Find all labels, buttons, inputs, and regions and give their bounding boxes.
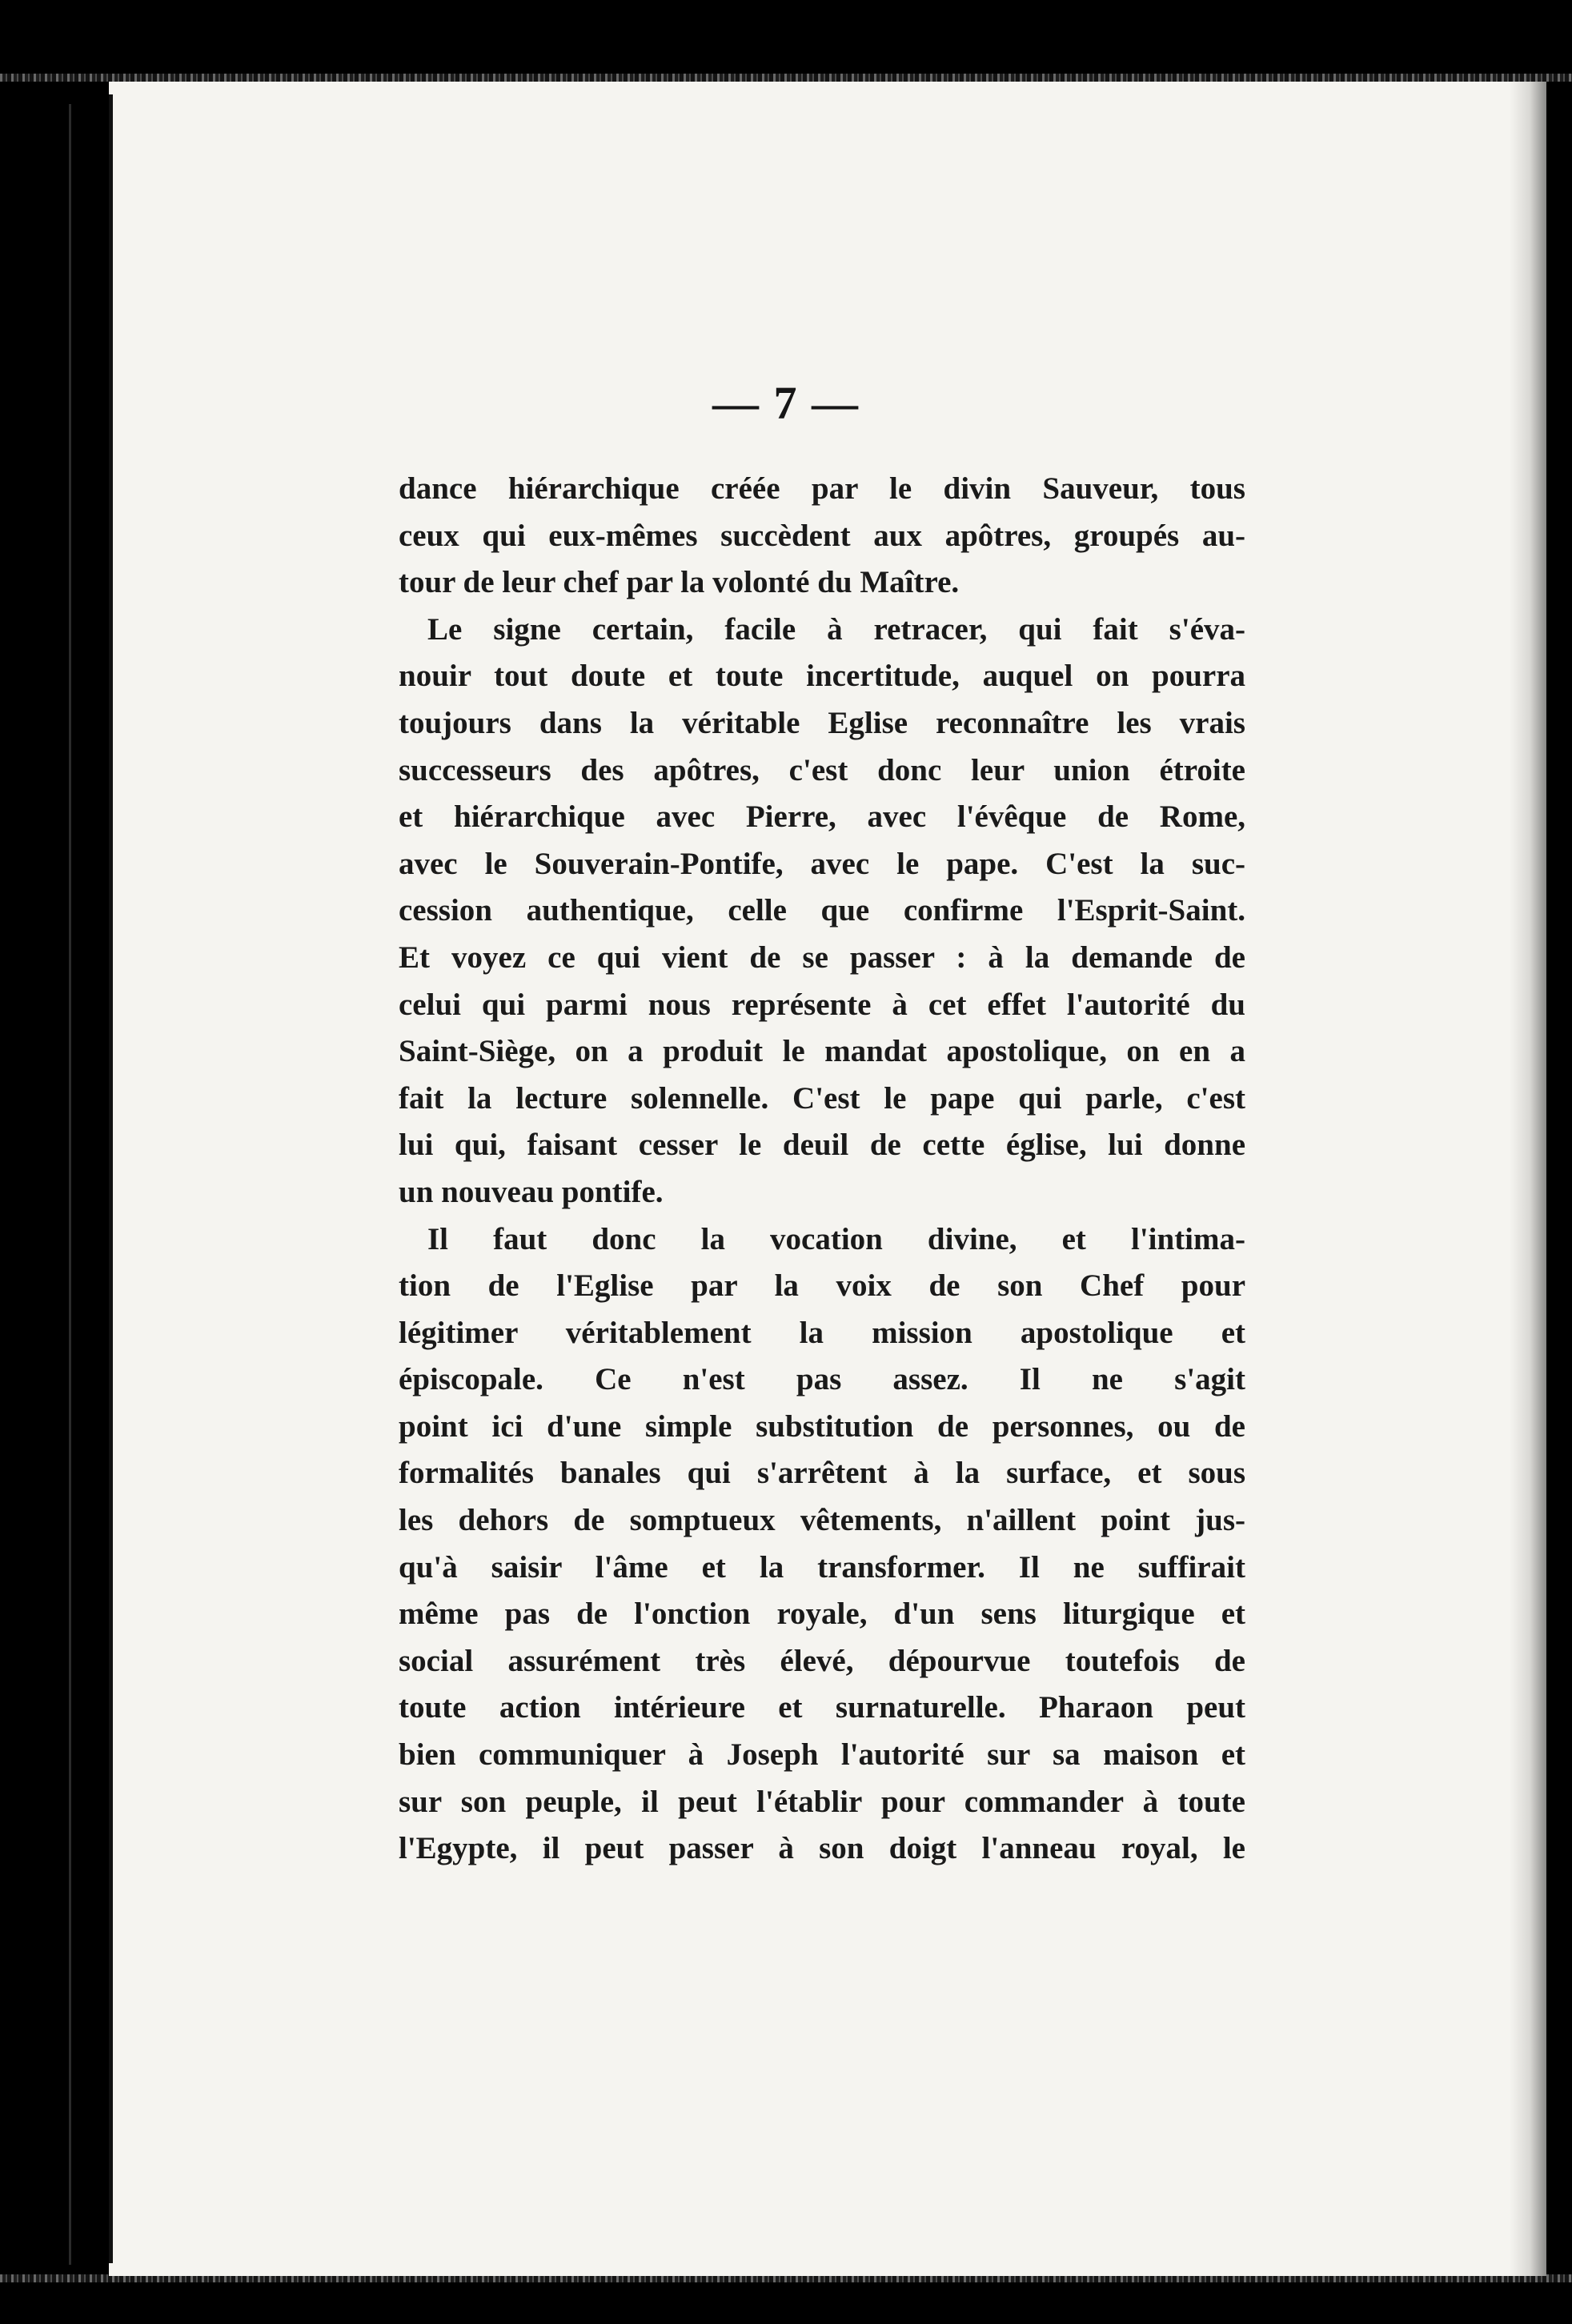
body-text: [399, 466, 1245, 1873]
text-line: ceux qui eux-mêmes succèdent aux apôtres, groupés au-: [399, 518, 1245, 553]
text-line: nouir tout doute et toute incertitude, auquel on pourra: [399, 659, 1245, 694]
text-line: fait la lecture solennelle. C'est le pape qui parle, c'est: [399, 1080, 1245, 1116]
text-line: toujours dans la véritable Eglise reconnaître les vrais: [399, 705, 1245, 740]
text-line: Et voyez ce qui vient de se passer : à la demande de: [399, 940, 1245, 975]
text-line: social assurément très élevé, dépourvue toutefois de: [399, 1643, 1245, 1678]
text-line: tion de l'Eglise par la voix de son Chef pour: [399, 1268, 1245, 1304]
text-line: sur son peuple, il peut l'établir pour commander à toute: [399, 1784, 1245, 1819]
text-line: celui qui parmi nous représente à cet effet l'autorité du: [399, 987, 1245, 1022]
text-line: dance hiérarchique créée par le divin Sauveur, tous: [399, 471, 1245, 506]
page-number: — 7 —: [712, 377, 860, 429]
text-line: successeurs des apôtres, c'est donc leur union étroite: [399, 752, 1245, 787]
text-line: point ici d'une simple substitution de personnes, ou de: [399, 1408, 1245, 1444]
text-line: lui qui, faisant cesser le deuil de cette église, lui donne: [399, 1128, 1245, 1163]
text-line: Saint-Siège, on a produit le mandat apostolique, on en a: [399, 1034, 1245, 1069]
text-line: légitimer véritablement la mission apostolique et: [399, 1315, 1245, 1350]
text-line: l'Egypte, il peut passer à son doigt l'anneau royal, le: [399, 1831, 1245, 1866]
text-line: bien communiquer à Joseph l'autorité sur sa maison et: [399, 1737, 1245, 1773]
text-line: cession authentique, celle que confirme l'Esprit-Saint.: [399, 893, 1245, 928]
text-line: un nouveau pontife.: [399, 1174, 664, 1209]
text-line: épiscopale. Ce n'est pas assez. Il ne s'agit: [399, 1362, 1245, 1397]
paragraph-start-line: Le signe certain, facile à retracer, qui fait s'éva-: [427, 611, 1245, 647]
top-scan-strip: [0, 74, 1572, 82]
paragraph-start-line: Il faut donc la vocation divine, et l'intima-: [427, 1221, 1245, 1256]
text-line: tour de leur chef par la volonté du Maître.: [399, 565, 960, 600]
text-line: même pas de l'onction royale, d'un sens liturgique et: [399, 1597, 1245, 1632]
text-line: et hiérarchique avec Pierre, avec l'évêque de Rome,: [399, 799, 1245, 835]
text-line: qu'à saisir l'âme et la transformer. Il ne suffirait: [399, 1549, 1245, 1585]
text-line: les dehors de somptueux vêtements, n'aillent point jus-: [399, 1503, 1245, 1538]
text-line: toute action intérieure et surnaturelle. Pharaon peut: [399, 1690, 1245, 1725]
text-line: avec le Souverain-Pontife, avec le pape. C'est la suc-: [399, 846, 1245, 881]
text-line: formalités banales qui s'arrêtent à la surface, et sous: [399, 1456, 1245, 1491]
